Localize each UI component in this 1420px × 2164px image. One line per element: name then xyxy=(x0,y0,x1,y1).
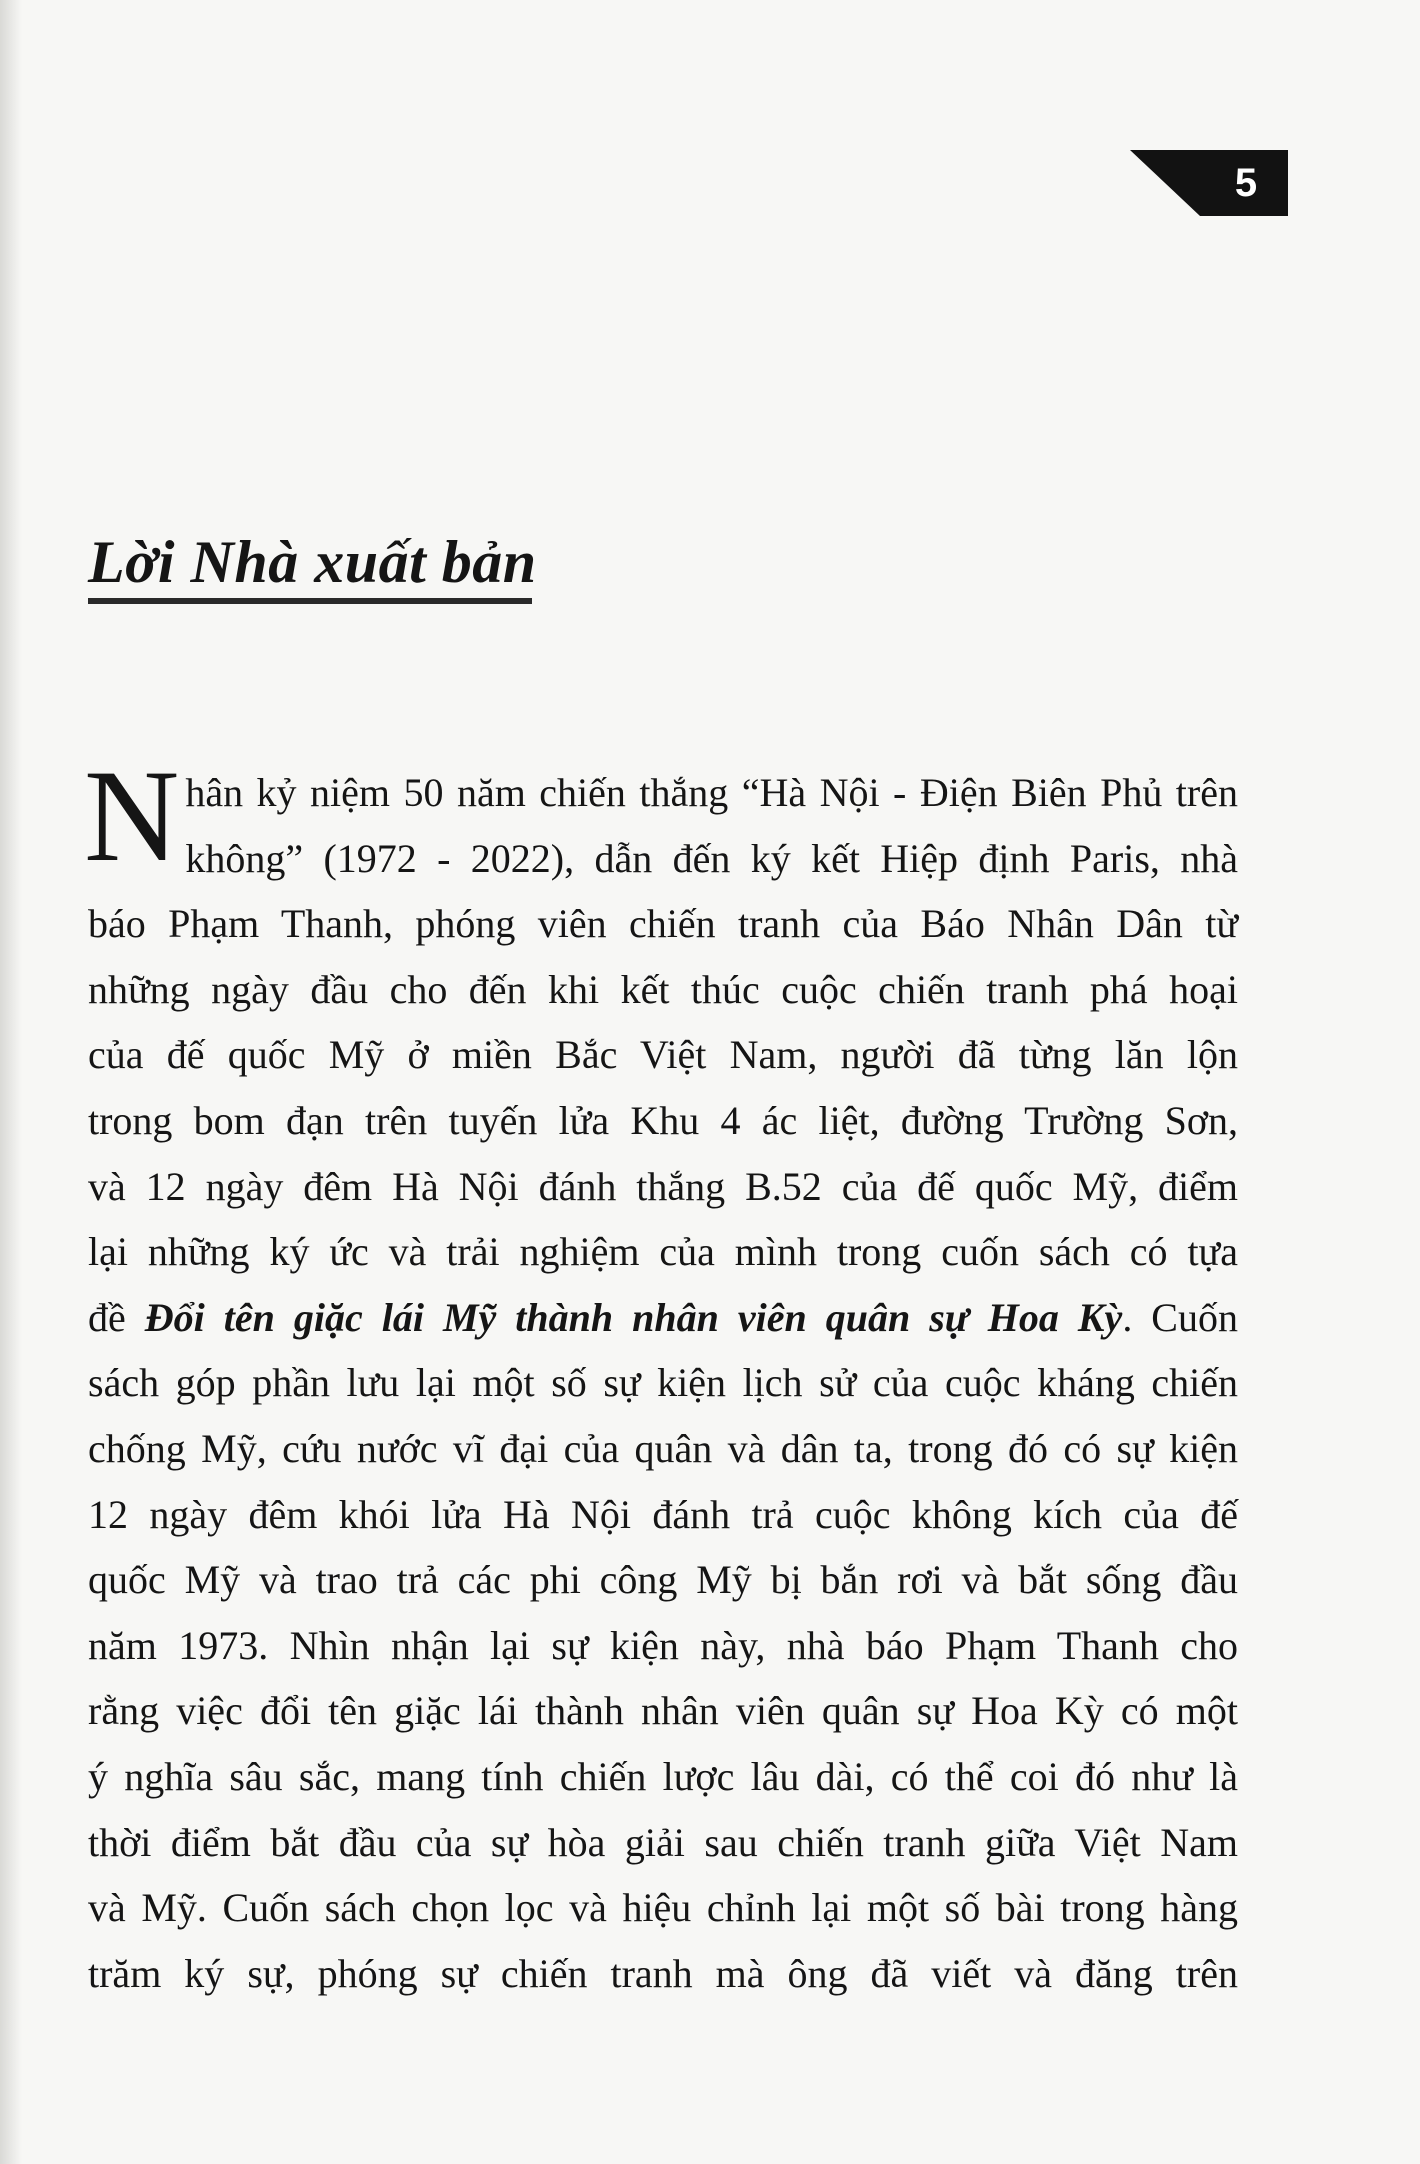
text-line: sách góp phần lưu lại một số sự kiện lịch sử của cuộc kháng chiến xyxy=(88,1360,1238,1406)
text-line: trăm ký sự, phóng sự chiến tranh mà ông đã viết và đăng trên xyxy=(88,1950,1238,1996)
title-line-prefix: đề xyxy=(88,1294,145,1340)
drop-cap: N xyxy=(84,742,180,889)
text-line: những ngày đầu cho đến khi kết thúc cuộc chiến tranh phá hoại xyxy=(88,966,1238,1012)
heading-underline xyxy=(88,598,532,604)
text-line: trong bom đạn trên tuyến lửa Khu 4 ác liệt, đường Trường Sơn, xyxy=(88,1097,1238,1143)
text-line-with-title xyxy=(88,1285,1238,1351)
text-line: và 12 ngày đêm Hà Nội đánh thắng B.52 của đế quốc Mỹ, điểm xyxy=(88,1163,1238,1209)
text-line: chống Mỹ, cứu nước vĩ đại của quân và dân ta, trong đó có sự kiện xyxy=(88,1425,1238,1471)
text-line: ý nghĩa sâu sắc, mang tính chiến lược lâu dài, có thể coi đó như là xyxy=(88,1753,1238,1799)
text-line: năm 1973. Nhìn nhận lại sự kiện này, nhà báo Phạm Thanh cho xyxy=(88,1622,1238,1668)
text-line: không” (1972 - 2022), dẫn đến ký kết Hiệp định Paris, nhà xyxy=(185,835,1238,881)
body-paragraph xyxy=(84,742,1238,2006)
page-edge-shadow xyxy=(0,0,22,2164)
text-line: quốc Mỹ và trao trả các phi công Mỹ bị bắn rơi và bắt sống đầu xyxy=(88,1557,1238,1603)
book-title: Đổi tên giặc lái Mỹ thành nhân viên quân sự Hoa Kỳ xyxy=(144,1294,1123,1340)
page-number: 5 xyxy=(1234,161,1258,205)
text-line: 12 ngày đêm khói lửa Hà Nội đánh trả cuộc không kích của đế xyxy=(88,1491,1238,1537)
text-line: lại những ký ức và trải nghiệm của mình trong cuốn sách có tựa xyxy=(88,1229,1238,1275)
text-line: báo Phạm Thanh, phóng viên chiến tranh của Báo Nhân Dân từ xyxy=(88,901,1238,947)
page-number-badge xyxy=(1130,150,1288,216)
text-line: hân kỷ niệm 50 năm chiến thắng “Hà Nội - Điện Biên Phủ trên xyxy=(185,770,1238,815)
text-line: thời điểm bắt đầu của sự hòa giải sau chiến tranh giữa Việt Nam xyxy=(88,1819,1238,1865)
text-line: rằng việc đổi tên giặc lái thành nhân viên quân sự Hoa Kỳ có một xyxy=(88,1688,1238,1734)
title-line-suffix: . Cuốn xyxy=(1122,1294,1238,1340)
text-line: của đế quốc Mỹ ở miền Bắc Việt Nam, người đã từng lăn lộn xyxy=(88,1032,1238,1078)
text-line: và Mỹ. Cuốn sách chọn lọc và hiệu chỉnh lại một số bài trong hàng xyxy=(88,1885,1238,1931)
section-heading: Lời Nhà xuất bản xyxy=(88,529,537,595)
